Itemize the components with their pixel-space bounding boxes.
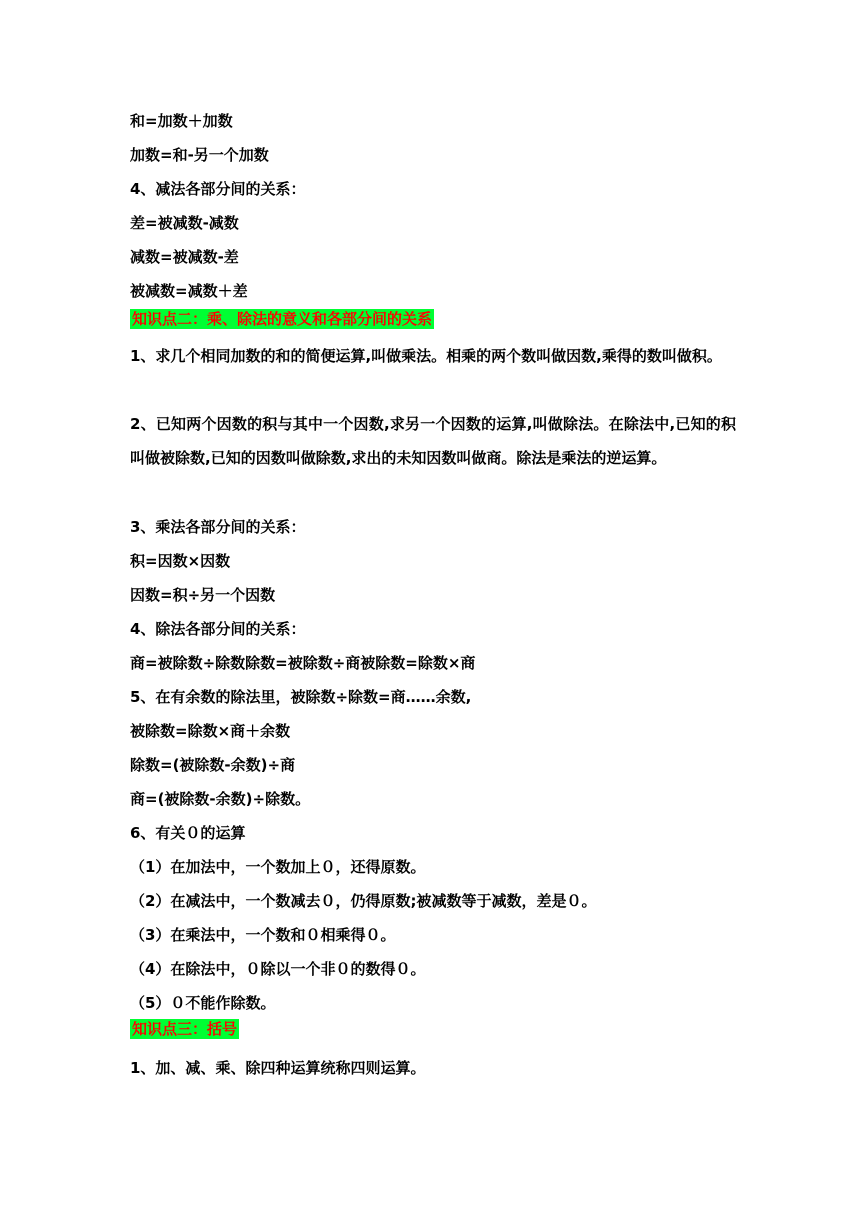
zero-rule-4: （4）在除法中，０除以一个非０的数得０。: [130, 960, 426, 978]
division-relations-title: 4、除法各部分间的关系：: [130, 620, 306, 638]
formula-factor: 因数=积÷另一个因数: [130, 586, 276, 604]
zero-rule-5: （5）０不能作除数。: [130, 994, 276, 1012]
zero-operations-title: 6、有关０的运算: [130, 824, 246, 842]
formula-product: 积=因数×因数: [130, 552, 231, 570]
formula-difference: 差=被减数-减数: [130, 214, 239, 232]
section-heading-3: [130, 1019, 239, 1039]
formula-addend: 加数=和-另一个加数: [130, 146, 269, 164]
formula-minuend: 被减数=减数＋差: [130, 282, 248, 300]
zero-rule-2: （2）在减法中，一个数减去０，仍得原数;被减数等于减数，差是０。: [130, 892, 597, 910]
formula-quotient-remainder: 商=(被除数-余数)÷除数。: [130, 790, 311, 808]
section-heading-2: [130, 309, 434, 329]
paragraph-multiplication-definition: 1、求几个相同加数的和的简便运算,叫做乘法。相乘的两个数叫做因数,乘得的数叫做积。: [130, 347, 722, 365]
paragraph-division-definition: 2、已知两个因数的积与其中一个因数,求另一个因数的运算,叫做除法。在除法中,已知的积叫做被除数,已知的因数叫做除数,求出的未知因数叫做商。除法是乘法的逆运算。: [130, 415, 736, 467]
remainder-division-line: 5、在有余数的除法里，被除数÷除数=商……余数,: [130, 688, 472, 706]
heading-highlight: 知识点三：括号: [132, 1020, 238, 1038]
four-operations-line: 1、加、减、乘、除四种运算统称四则运算。: [130, 1059, 426, 1077]
formula-division: 商=被除数÷除数除数=被除数÷商被除数=除数×商: [130, 654, 476, 672]
formula-sum: 和=加数＋加数: [130, 112, 233, 130]
subtraction-relations-title: 4、减法各部分间的关系：: [130, 180, 306, 198]
heading-highlight: 知识点二：乘、除法的意义和各部分间的关系: [132, 310, 433, 328]
multiplication-relations-title: 3、乘法各部分间的关系：: [130, 518, 306, 536]
formula-subtrahend: 减数=被减数-差: [130, 248, 239, 266]
formula-divisor-remainder: 除数=(被除数-余数)÷商: [130, 756, 296, 774]
zero-rule-3: （3）在乘法中，一个数和０相乘得０。: [130, 926, 396, 944]
formula-dividend-remainder: 被除数=除数×商＋余数: [130, 722, 291, 740]
zero-rule-1: （1）在加法中，一个数加上０，还得原数。: [130, 858, 426, 876]
